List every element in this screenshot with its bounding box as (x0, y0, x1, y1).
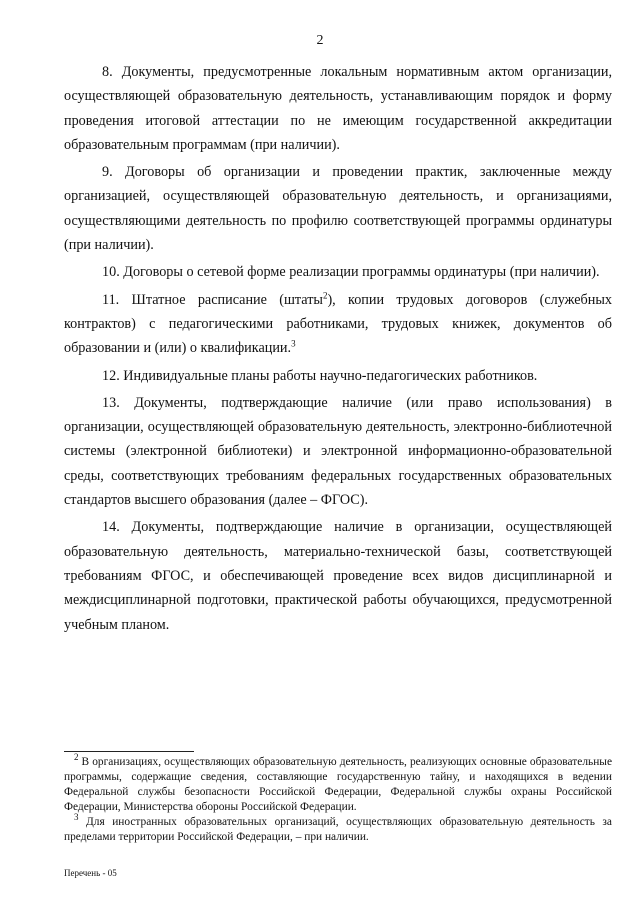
paragraph-14: 14. Документы, подтверждающие наличие в организации, осуществляющей образовательную деятельность, материально-технической базы, соответствующей требованиям ФГОС, и обеспечивающей проведение всех видов дисциплинарной и междисциплинарной подготовки, практической работы обучающихся, предусмотренной учебным планом. (64, 519, 612, 633)
paragraph-9: 9. Договоры об организации и проведении практик, заключенные между организацией, осуществляющей образовательную деятельность, и организациями, осуществляющими деятельность по профилю соответствующей программы ординатуры (при наличии). (64, 164, 612, 254)
footnote-3-text: Для иностранных образовательных организаций, осуществляющих образовательную деятельность за пределами территории Российской Федерации, – при наличии. (64, 816, 612, 843)
paragraph-8: 8. Документы, предусмотренные локальным нормативным актом организации, осуществляющей образовательную деятельность, устанавливающим порядок и форму проведения итоговой аттестации по не имеющим государственной аккредитации образовательным программам (при наличии). (64, 64, 612, 153)
footnote-divider (64, 751, 194, 752)
body-text (64, 60, 612, 637)
footer-label: Перечень - 05 (64, 868, 117, 878)
paragraph-11 (64, 288, 612, 361)
footnotes (64, 752, 612, 845)
footnote-ref-3: 3 (291, 338, 296, 349)
footnote-3 (64, 812, 612, 845)
paragraph-13: 13. Документы, подтверждающие наличие (или право использования) в организации, осуществляющей образовательную деятельность, электронно-библиотечной системы (электронной библиотеки) и электронной информационно-образовательной среды, соответствующих требованиям федеральных государственных образовательных стандартов высшего образования (далее – ФГОС). (64, 394, 612, 509)
paragraph-12: 12. Индивидуальные планы работы научно-педагогических работников. (102, 367, 538, 384)
footnote-2-text: В организациях, осуществляющих образовательную деятельность, реализующих основные образовательные программы, содержащие сведения, составляющие государственную тайну, и находящихся в ведении Федеральной службы безопасности Российской Федерации, Федеральной службы охраны Российской Федерации, Министерства обороны Российской Федерации. (64, 756, 612, 813)
footnote-ref-2: 2 (322, 289, 328, 300)
page-number: 2 (316, 33, 324, 48)
paragraph-11-text-a: 11. Штатное расписание (штаты (102, 291, 323, 308)
paragraph-10: 10. Договоры о сетевой форме реализации программы ординатуры (при наличии). (102, 264, 600, 281)
footnote-2 (64, 752, 612, 815)
paragraph-11-text-b: ), копии трудовых договоров (служебных контрактов) с педагогическими работниками, трудовых книжек, документов об образовании и (или) о квалификации. (64, 291, 612, 357)
footnote-mark-2: 2 (74, 752, 79, 763)
footnote-mark-3: 3 (74, 812, 79, 823)
